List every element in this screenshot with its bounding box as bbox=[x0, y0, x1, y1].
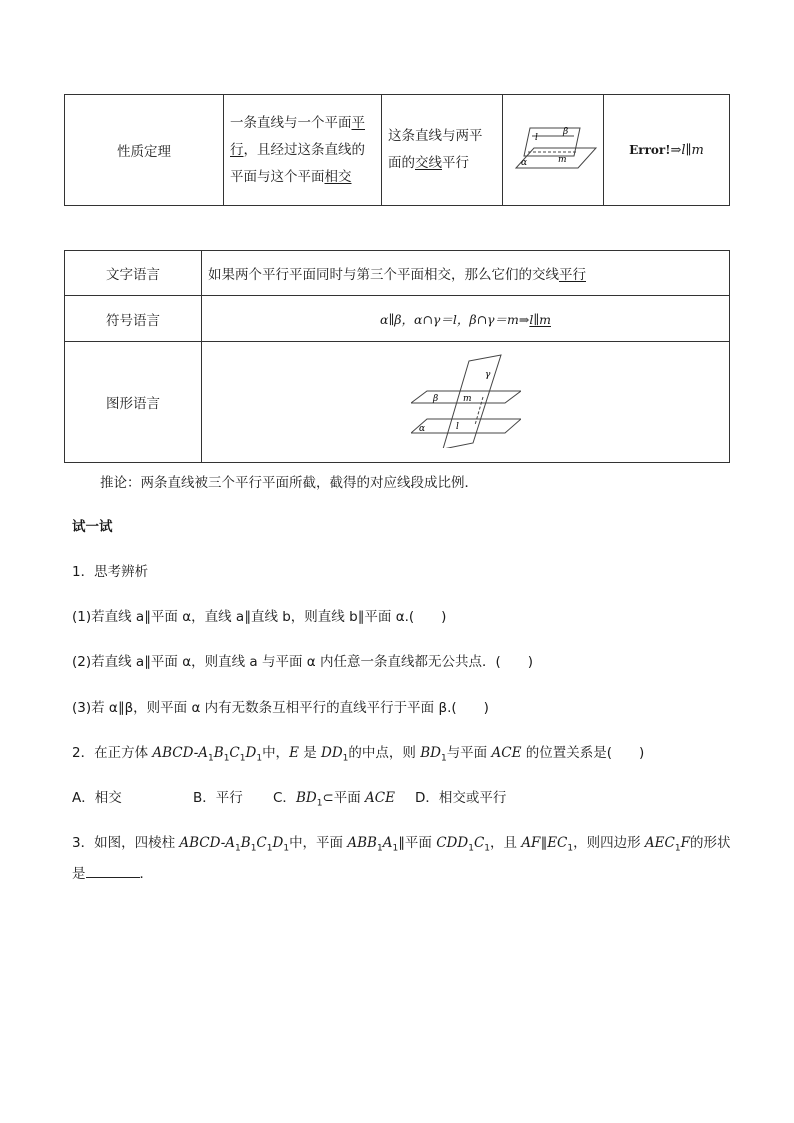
symbol-language-text: α∥β，α∩γ＝l，β∩γ＝m⇒ bbox=[380, 311, 530, 327]
theorem-text-line-1: 一条直线与一个平面平 bbox=[230, 114, 365, 131]
q2-option-d: D．相交或平行 bbox=[415, 790, 507, 806]
line-plane-figure bbox=[508, 118, 598, 178]
text-language-label-cell bbox=[65, 251, 202, 296]
conclusion-line-2: 面的交线平行 bbox=[388, 155, 469, 171]
figure-label-gamma: γ bbox=[484, 369, 490, 380]
symbol-language-cell bbox=[202, 296, 730, 342]
q2-stem: 2．在正方体 ABCD-$A_1B_1C_1D_1$中，E 是 $DD_1$的中点，则 $BD_1$与平面 ACE 的位置关系是( ) bbox=[72, 745, 645, 764]
figure-label-l: l bbox=[535, 133, 538, 143]
figure-label-alpha-2: α bbox=[418, 423, 425, 434]
q1-title: 1．思考辨析 bbox=[72, 564, 149, 580]
text-language-cell bbox=[202, 251, 730, 296]
theorem-text-cell bbox=[224, 95, 382, 206]
figure-label-beta-2: β bbox=[432, 393, 438, 404]
q1-item-3: (3)若 α∥β，则平面 α 内有无数条互相平行的直线平行于平面 β.( ) bbox=[72, 700, 489, 716]
text-language-text: 如果两个平行平面同时与第三个平面相交，那么它们的交线 bbox=[208, 267, 559, 283]
figure-language-cell bbox=[202, 342, 730, 463]
q1-item-1: (1)若直线 a∥平面 α，直线 a∥直线 b，则直线 b∥平面 α.( ) bbox=[72, 609, 447, 625]
text-language-label: 文字语言 bbox=[106, 267, 160, 283]
q3-stem-line-2: 是 ． bbox=[72, 866, 153, 882]
q3-stem-line-1: 3．如图，四棱柱 ABCD-$A_1B_1C_1D_1$中，平面 $ABB_1A_1\parallel$平面 $CDD_1C_1$，且 $AF\parallel EC_1$，则四边形 $AEC_1F$的形状 bbox=[72, 835, 731, 854]
corollary-text: 推论：两条直线被三个平行平面所截，截得的对应线段成比例． bbox=[100, 475, 478, 491]
q1-item-2: (2)若直线 a∥平面 α，则直线 a 与平面 α 内任意一条直线都无公共点．( ) bbox=[72, 654, 533, 670]
figure-label-m-2: m bbox=[462, 393, 472, 404]
text-language-underlined: 平行 bbox=[559, 267, 586, 283]
symbol-error: Error! bbox=[629, 143, 671, 157]
symbol-text: ⇒l∥m bbox=[670, 143, 704, 158]
property-theorem-table bbox=[64, 94, 730, 206]
theorem-text-line-3: 平面与这个平面相交 bbox=[230, 168, 352, 185]
theorem-label-cell bbox=[65, 95, 224, 206]
q2-option-c: C．$BD_1\subset$平面 ACE bbox=[273, 790, 395, 809]
figure-label-m: m bbox=[558, 155, 567, 165]
figure-label-alpha: α bbox=[521, 158, 528, 168]
theorem-conclusion-cell bbox=[382, 95, 503, 206]
theorem-symbol-cell bbox=[604, 95, 730, 206]
figure-label-l-2: l bbox=[455, 421, 459, 432]
symbol-language-label: 符号语言 bbox=[106, 312, 160, 329]
figure-language-label: 图形语言 bbox=[106, 396, 160, 412]
theorem-figure-cell bbox=[503, 95, 604, 206]
figure-label-beta: β bbox=[563, 127, 569, 137]
theorem-label: 性质定理 bbox=[117, 144, 171, 160]
three-planes-figure bbox=[411, 353, 521, 448]
q2-option-a: A．相交 bbox=[72, 790, 122, 806]
figure-language-label-cell bbox=[65, 342, 202, 463]
q2-option-b: B．平行 bbox=[193, 790, 243, 806]
conclusion-line-1: 这条直线与两平 bbox=[388, 128, 483, 144]
theorem-text-line-2: 行，且经过这条直线的 bbox=[230, 141, 365, 158]
section-title: 试一试 bbox=[72, 519, 113, 535]
symbol-language-underlined: l∥m bbox=[529, 311, 551, 327]
plane-parallel-property-table bbox=[64, 250, 730, 463]
q3-answer-blank[interactable] bbox=[86, 865, 140, 878]
symbol-language-label-cell bbox=[65, 296, 202, 342]
